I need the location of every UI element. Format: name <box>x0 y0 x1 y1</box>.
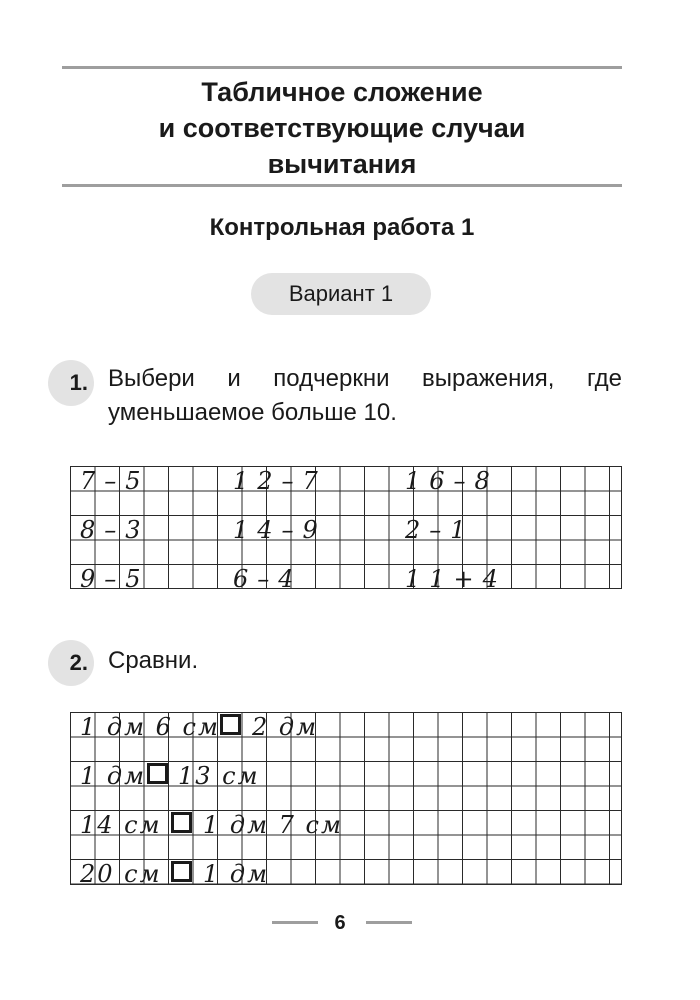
footer-right-line <box>366 921 412 924</box>
task-1-number: 1. <box>48 360 94 406</box>
task-2-grid <box>70 712 622 888</box>
expression: 9–5 <box>80 565 150 593</box>
test-subtitle: Контрольная работа 1 <box>209 214 475 241</box>
task-1-grid <box>70 466 622 593</box>
title-line-1: Табличное сложение <box>201 77 483 107</box>
comparison-right: 13 см <box>178 762 260 790</box>
expression: 11+4 <box>405 565 507 593</box>
comparison-left: 1 дм 6 см <box>80 713 220 741</box>
expression: 2–1 <box>405 516 475 544</box>
expression: 14–9 <box>233 516 327 544</box>
variant-badge: Вариант 1 <box>251 273 431 315</box>
expression: 7–5 <box>80 467 150 495</box>
page-footer <box>0 908 700 938</box>
page-title <box>62 74 622 182</box>
expression: 6–4 <box>233 565 303 593</box>
expression: 16–8 <box>405 467 499 495</box>
task-1-instruction: Выбери и подчеркни выражения, где уменьшаемое больше 10. <box>108 365 622 426</box>
task-2-instruction: Сравни. <box>108 647 199 674</box>
comparison-box[interactable] <box>171 861 192 882</box>
expression: 8–3 <box>80 516 150 544</box>
expression: 12–7 <box>233 467 327 495</box>
title-line-2: и соответствующие случаи <box>158 113 526 143</box>
bottom-rule <box>62 184 622 187</box>
comparison-box[interactable] <box>171 812 192 833</box>
footer-left-line <box>272 921 318 924</box>
comparison-left: 20 см <box>80 860 162 888</box>
comparison-right: 1 дм <box>203 860 270 888</box>
comparison-box[interactable] <box>220 714 241 735</box>
comparison-right: 2 дм <box>252 713 319 741</box>
title-line-3: вычитания <box>267 149 417 179</box>
page-number: 6 <box>334 912 346 934</box>
comparison-left: 1 дм <box>80 762 147 790</box>
top-rule <box>62 66 622 69</box>
comparison-left: 14 см <box>80 811 162 839</box>
comparison-right: 1 дм 7 см <box>203 811 343 839</box>
task-2-number: 2. <box>48 640 94 686</box>
comparison-box[interactable] <box>147 763 168 784</box>
